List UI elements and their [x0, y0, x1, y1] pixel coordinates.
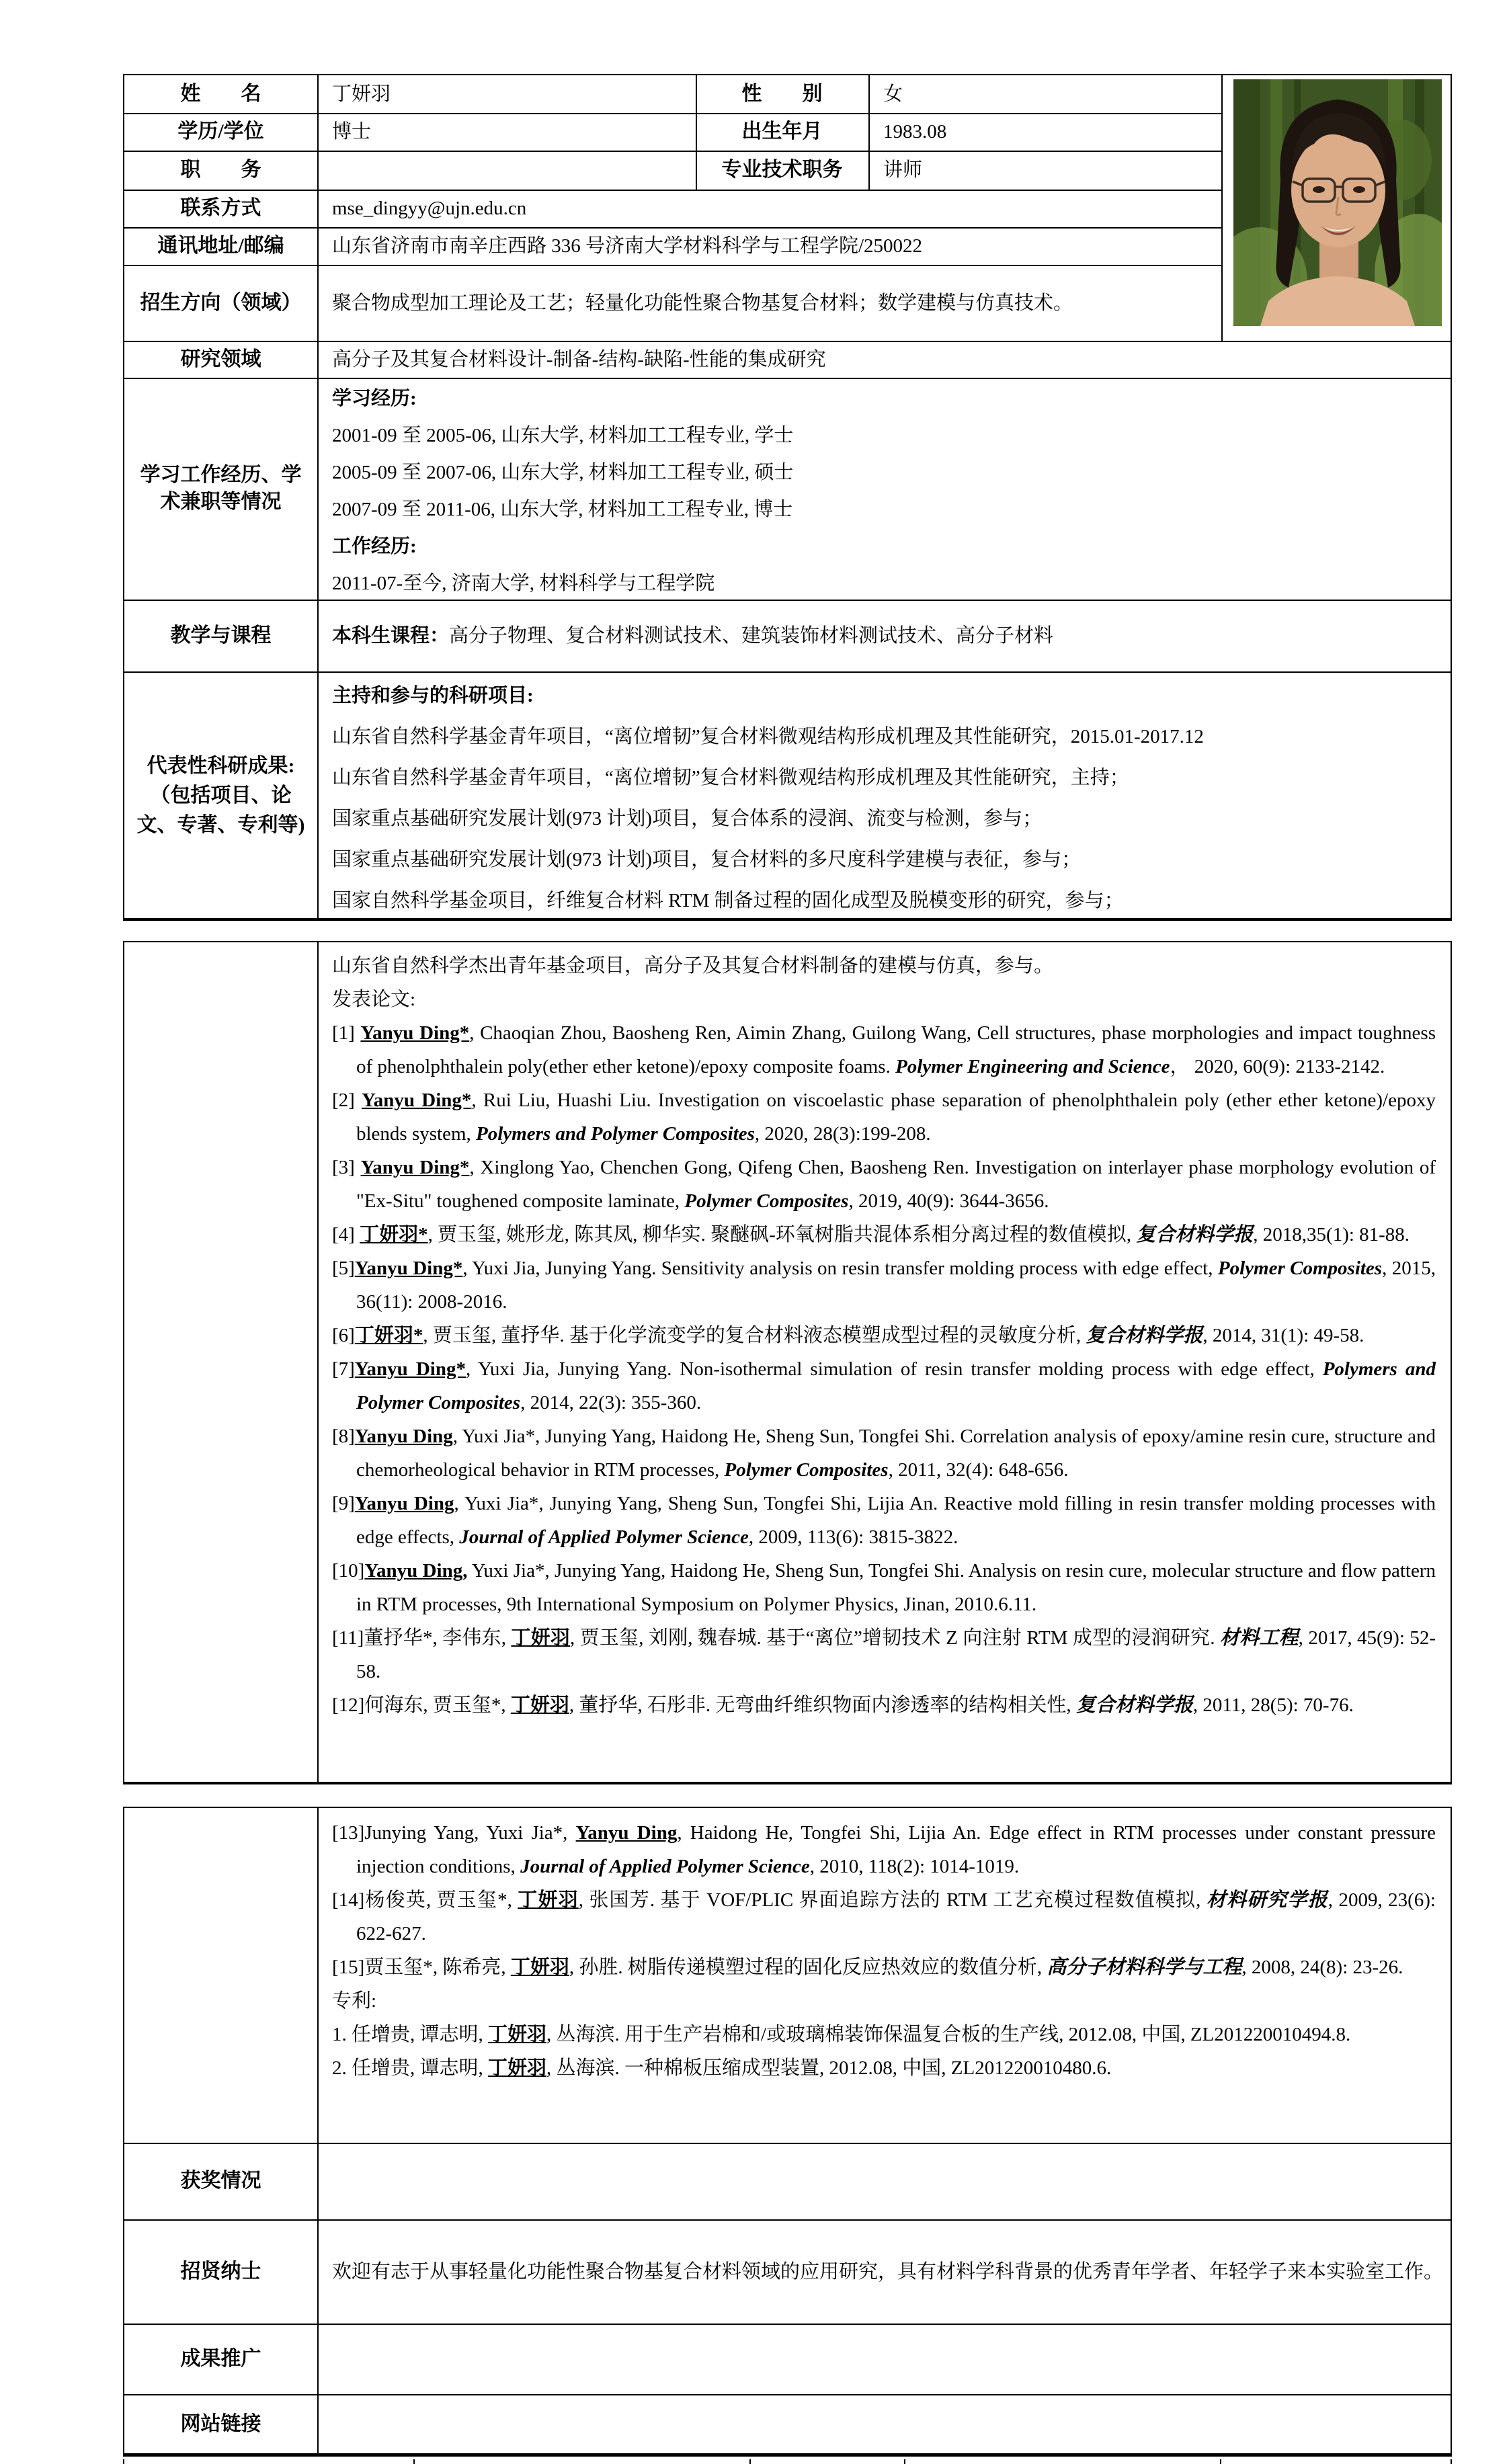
- text-segment: 高分子物理、复合材料测试技术、建筑装饰材料测试技术、高分子材料: [449, 624, 1054, 647]
- divider: [904, 2459, 905, 2464]
- research-field-value: 高分子及其复合材料设计-制备-结构-缺陷-性能的集成研究: [332, 348, 826, 370]
- admission-direction-value: 聚合物成型加工理论及工艺；轻量化功能性聚合物基复合材料；数学建模与仿真技术。: [332, 292, 1073, 314]
- divider: [749, 2459, 751, 2464]
- publication-entry: [332, 1251, 1436, 1319]
- duty-value: [317, 151, 696, 190]
- text-segment: 材料工程: [1219, 1627, 1299, 1649]
- profile-photo-image: [1233, 79, 1442, 326]
- text-segment: , Haidong He, Tongfei Shi, Lijia An. Edge effect in RTM processes under constant pressure injection conditions,: [356, 1822, 1436, 1877]
- recruitment-label: 招贤纳士: [180, 2260, 261, 2283]
- publications-table: [123, 941, 1452, 1784]
- degree-label: 学历/学位: [177, 120, 264, 142]
- professional-title-value: 讲师: [883, 159, 923, 181]
- publications-label-column: [124, 942, 317, 1783]
- text-segment: [9]: [332, 1493, 355, 1514]
- publications-content: [317, 942, 1451, 1783]
- text-line: 学习经历:: [332, 388, 417, 409]
- text-segment: , Chaoqian Zhou, Baosheng Ren, Aimin Zhang, Guilong Wang, Cell structures, phase morphologies and impact toughness of phenolphthalein poly(ether ether ketone)/epoxy composite foams.: [356, 1022, 1436, 1077]
- text-line: 2001-09 至 2005-06, 山东大学, 材料加工工程专业, 学士: [332, 425, 794, 446]
- birth-date-label: 出生年月: [741, 120, 823, 142]
- promotion-label: 成果推广: [180, 2347, 261, 2370]
- text-segment: Polymer Composites: [724, 1459, 889, 1481]
- publication-entry: [332, 1016, 1436, 1083]
- profile-photo: [1233, 79, 1442, 326]
- text-segment: , 2017, 45(9): 52-58.: [356, 1627, 1436, 1682]
- text-segment: Yanyu Ding,: [364, 1560, 468, 1582]
- text-line: 工作经历:: [332, 536, 417, 557]
- website-link-label: 网站链接: [180, 2413, 261, 2435]
- text-segment: , 孙胜. 树脂传递模塑过程的固化反应热效应的数值分析,: [569, 1957, 1047, 1978]
- text-segment: , 2011, 32(4): 648-656.: [888, 1459, 1069, 1481]
- publication-entry: [332, 1352, 1436, 1420]
- text-segment: 复合材料学报: [1075, 1694, 1193, 1716]
- patents-awards-table: [123, 1807, 1452, 2457]
- text-segment: Yanyu Ding: [354, 1426, 453, 1447]
- text-segment: , 2008, 24(8): 23-26.: [1241, 1957, 1403, 1978]
- text-segment: 丁妍羽: [510, 1957, 569, 1978]
- personal-info-table: [123, 74, 1452, 921]
- text-segment: Yanyu Ding*: [354, 1358, 466, 1380]
- text-segment: 丁妍羽: [511, 1627, 570, 1649]
- text-segment: 丁妍羽: [488, 2024, 547, 2045]
- text-segment: , 贾玉玺, 董抒华. 基于化学流变学的复合材料液态模塑成型过程的灵敏度分析,: [423, 1325, 1086, 1346]
- text-line: 山东省自然科学基金青年项目，“离位增韧”复合材料微观结构形成机理及其性能研究，2015.01-2017.12: [332, 726, 1204, 747]
- text-segment: Polymers and Polymer Composites: [476, 1123, 755, 1145]
- text-segment: [14]杨俊英, 贾玉玺*,: [332, 1889, 518, 1911]
- text-segment: Polymer Engineering and Science: [895, 1056, 1170, 1077]
- name-label: 姓 名: [180, 83, 261, 105]
- awards-value: [317, 2143, 1451, 2219]
- duty-label: 职 务: [180, 159, 261, 181]
- text-segment: [10]: [332, 1560, 365, 1582]
- teaching-content: [317, 600, 1451, 671]
- text-line: 2007-09 至 2011-06, 山东大学, 材料加工工程专业, 博士: [332, 499, 793, 520]
- text-line: 2005-09 至 2007-06, 山东大学, 材料加工工程专业, 硕士: [332, 462, 794, 483]
- next-table-partial-row: [123, 2459, 1452, 2464]
- publication-entry: [332, 1420, 1436, 1487]
- text-segment: 丁妍羽: [510, 1694, 569, 1716]
- text-segment: , 2015, 36(11): 2008-2016.: [356, 1258, 1436, 1313]
- text-segment: , 2009, 23(6): 622-627.: [356, 1889, 1436, 1944]
- promotion-value: [317, 2324, 1451, 2394]
- text-line: [332, 2051, 1436, 2085]
- text-segment: [12]何海东, 贾玉玺*,: [332, 1694, 511, 1716]
- gender-value: 女: [883, 83, 903, 105]
- achievements-projects: [317, 671, 1451, 919]
- text-segment: Yanyu Ding: [575, 1822, 678, 1844]
- teaching-label: 教学与课程: [170, 624, 272, 647]
- experience-content: [317, 378, 1451, 600]
- address-value: 山东省济南市南辛庄西路 336 号济南大学材料科学与工程学院/250022: [332, 235, 923, 257]
- text-segment: , 2009, 113(6): 3815-3822.: [748, 1526, 959, 1548]
- text-line: 山东省自然科学杰出青年基金项目，高分子及其复合材料制备的建模与仿真，参与。: [332, 955, 1054, 977]
- text-segment: [6]: [332, 1325, 355, 1346]
- text-segment: , Xinglong Yao, Chenchen Gong, Qifeng Chen, Baosheng Ren. Investigation on interlayer phase morphology evolution of "Ex-Situ" toughened composite laminate,: [356, 1157, 1436, 1212]
- text-segment: 本科生课程：: [332, 624, 450, 647]
- text-segment: , 2010, 118(2): 1014-1019.: [809, 1856, 1020, 1877]
- text-segment: [7]: [332, 1358, 355, 1380]
- text-segment: , 董抒华, 石彤非. 无弯曲纤维织物面内渗透率的结构相关性,: [569, 1694, 1076, 1716]
- degree-value: 博士: [332, 121, 372, 142]
- text-line: 专利:: [332, 1990, 377, 2012]
- text-segment: , Rui Liu, Huashi Liu. Investigation on viscoelastic phase separation of phenolphthalein poly (ether ether ketone)/epoxy blends system,: [356, 1090, 1436, 1145]
- contact-label: 联系方式: [180, 197, 261, 219]
- publication-entry: [332, 1319, 1436, 1352]
- publication-entry: [332, 1218, 1436, 1251]
- text-segment: 2. 任增贵, 谭志明,: [332, 2057, 489, 2079]
- text-segment: 丁妍羽*: [360, 1224, 428, 1245]
- text-line: 2011-07-至今, 济南大学, 材料科学与工程学院: [332, 573, 715, 594]
- text-segment: 复合材料学报: [1086, 1325, 1203, 1346]
- patents-content: [317, 1808, 1451, 2143]
- name-value: 丁妍羽: [332, 83, 391, 105]
- text-segment: , Yuxi Jia*, Junying Yang, Haidong He, Sheng Sun, Tongfei Shi. Correlation analysis of epoxy/amine resin cure, structure and chemorheological behavior in RTM processes,: [356, 1426, 1436, 1481]
- publication-entry: [332, 1816, 1436, 1883]
- text-segment: 复合材料学报: [1136, 1224, 1254, 1245]
- text-segment: Polymer Composites: [1217, 1258, 1383, 1279]
- text-segment: , 2020, 28(3):199-208.: [754, 1123, 931, 1145]
- contact-email-value: mse_dingyy@ujn.edu.cn: [332, 198, 527, 219]
- text-segment: [15]贾玉玺*, 陈希亮,: [332, 1957, 511, 1978]
- text-segment: Yanyu Ding*: [354, 1258, 463, 1279]
- admission-direction-label: 招生方向（领域）: [140, 291, 302, 314]
- text-segment: [5]: [332, 1258, 355, 1279]
- text-segment: 丁妍羽*: [354, 1325, 423, 1346]
- text-segment: , 2014, 31(1): 49-58.: [1202, 1325, 1364, 1346]
- website-link-value: [317, 2394, 1451, 2455]
- text-segment: [13]Junying Yang, Yuxi Jia*,: [332, 1822, 576, 1844]
- publication-entry: [332, 1151, 1436, 1218]
- awards-label: 获奖情况: [180, 2170, 261, 2192]
- text-segment: Journal of Applied Polymer Science: [520, 1856, 810, 1877]
- professional-title-label: 专业技术职务: [721, 159, 843, 181]
- text-segment: [1]: [332, 1022, 361, 1044]
- gender-label: 性 别: [741, 83, 823, 105]
- text-segment: 材料研究学报: [1206, 1889, 1328, 1911]
- text-segment: ， 2020, 60(9): 2133-2142.: [1170, 1056, 1385, 1077]
- recruitment-value: 欢迎有志于从事轻量化功能性聚合物基复合材料领域的应用研究，具有材料学科背景的优秀青年学者、年轻学子来本实验室工作。: [332, 2260, 1444, 2283]
- text-segment: [3]: [332, 1157, 361, 1178]
- text-segment: [8]: [332, 1426, 355, 1447]
- text-segment: Yanyu Ding*: [362, 1090, 472, 1111]
- text-line: 主持和参与的科研项目:: [332, 685, 534, 706]
- publication-entry: [332, 1688, 1436, 1722]
- text-line: 国家重点基础研究发展计划(973 计划)项目，复合材料的多尺度科学建模与表征，参与；: [332, 849, 1082, 870]
- text-segment: , 2019, 40(9): 3644-3656.: [848, 1190, 1049, 1212]
- text-segment: , Yuxi Jia*, Junying Yang, Sheng Sun, Tongfei Shi, Lijia An. Reactive mold filling in resin transfer molding processes with edge effects,: [356, 1493, 1436, 1548]
- text-line: [332, 2018, 1436, 2051]
- text-segment: 丁妍羽: [518, 1889, 579, 1911]
- text-segment: Polymer Composites: [684, 1190, 849, 1212]
- publication-entry: [332, 1621, 1436, 1688]
- publication-entry: [332, 1883, 1436, 1950]
- text-line: 山东省自然科学基金青年项目，“离位增韧”复合材料微观结构形成机理及其性能研究，主持；: [332, 767, 1129, 788]
- publication-entry: [332, 1487, 1436, 1554]
- publication-entry: [332, 1950, 1436, 1984]
- divider: [1220, 2459, 1221, 2464]
- address-label: 通讯地址/邮编: [157, 235, 284, 257]
- text-segment: 高分子材料科学与工程: [1047, 1957, 1242, 1978]
- text-segment: , 2014, 22(3): 355-360.: [520, 1392, 702, 1413]
- text-segment: , 2011, 28(5): 70-76.: [1192, 1694, 1354, 1716]
- text-line: 发表论文:: [332, 989, 416, 1010]
- achievements-label: 代表性科研成果:（包括项目、论文、专著、专利等): [136, 754, 305, 836]
- text-segment: , Yuxi Jia, Junying Yang. Sensitivity analysis on resin transfer molding process with edge effect,: [462, 1258, 1218, 1279]
- research-field-label: 研究领域: [180, 347, 261, 370]
- experience-label: 学习工作经历、学术兼职等情况: [140, 464, 302, 513]
- text-segment: , 丛海滨. 用于生产岩棉和/或玻璃棉装饰保温复合板的生产线, 2012.08, 中国, ZL201220010494.8.: [546, 2024, 1351, 2045]
- text-segment: , 张国芳. 基于 VOF/PLIC 界面追踪方法的 RTM 工艺充模过程数值模拟,: [578, 1889, 1207, 1911]
- text-segment: [11]董抒华*, 李伟东,: [332, 1627, 512, 1649]
- birth-date-value: 1983.08: [883, 121, 947, 142]
- text-segment: , 贾玉玺, 姚形龙, 陈其凤, 柳华实. 聚醚砜-环氧树脂共混体系相分离过程的数值模拟,: [427, 1224, 1137, 1245]
- text-segment: , 2018,35(1): 81-88.: [1253, 1224, 1410, 1245]
- divider: [413, 2459, 415, 2464]
- text-segment: , Yuxi Jia, Junying Yang. Non-isothermal simulation of resin transfer molding process with edge effect,: [465, 1358, 1323, 1380]
- text-segment: 丁妍羽: [488, 2057, 547, 2079]
- publication-entry: [332, 1554, 1436, 1621]
- text-segment: Polymers and Polymer Composites: [356, 1358, 1436, 1413]
- text-segment: Journal of Applied Polymer Science: [459, 1526, 749, 1548]
- photo-cell: [1221, 75, 1451, 341]
- text-line: 国家重点基础研究发展计划(973 计划)项目，复合体系的浸润、流变与检测，参与；: [332, 808, 1043, 829]
- text-segment: Yanyu Ding*: [360, 1022, 470, 1044]
- text-segment: Yanyu Ding*: [360, 1157, 470, 1178]
- text-segment: , 贾玉玺, 刘刚, 魏春城. 基于“离位”增韧技术 Z 向注射 RTM 成型的浸润研究.: [569, 1627, 1220, 1649]
- text-line: 国家自然科学基金项目，纤维复合材料 RTM 制备过程的固化成型及脱模变形的研究，参与；: [332, 890, 1124, 911]
- text-segment: , 丛海滨. 一种棉板压缩成型装置, 2012.08, 中国, ZL201220010480.6.: [546, 2057, 1112, 2079]
- text-segment: Yanyu Ding: [354, 1493, 454, 1514]
- publication-entry: [332, 1083, 1436, 1151]
- text-segment: Yuxi Jia*, Junying Yang, Haidong He, Sheng Sun, Tongfei Shi. Analysis on resin cure, molecular structure and flow pattern in RTM processes, 9th International Symposium on Polymer Physics, Jinan, 2010.6.11.: [356, 1560, 1436, 1615]
- text-segment: [4]: [332, 1224, 360, 1245]
- text-segment: [2]: [332, 1090, 362, 1111]
- text-segment: 1. 任增贵, 谭志明,: [332, 2024, 489, 2045]
